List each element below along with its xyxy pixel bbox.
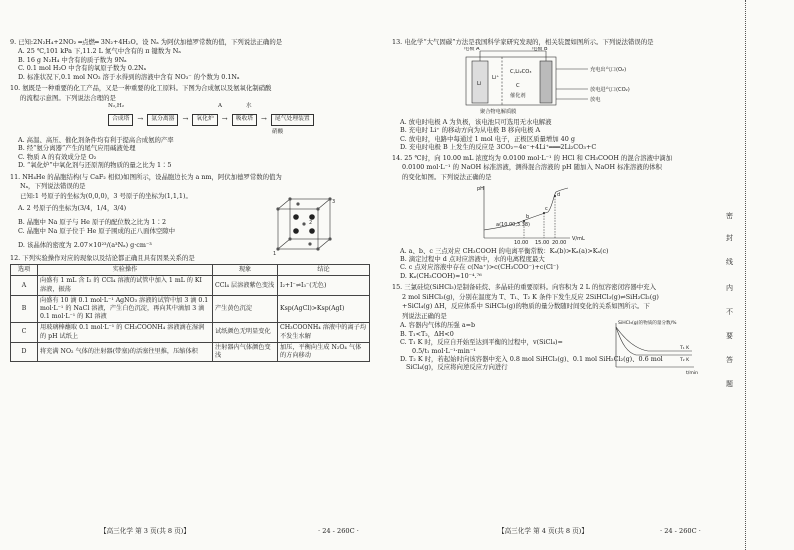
seal-char: 内 bbox=[726, 284, 733, 292]
electrochem-cell-figure bbox=[392, 47, 692, 115]
fig-label-c: C bbox=[516, 83, 520, 90]
table-cell: 试纸颜色无明显变化 bbox=[213, 323, 278, 342]
svg-text:2: 2 bbox=[309, 219, 313, 226]
graph15-ylabel: SiHCl₃(g)的物质的量分数/% bbox=[618, 321, 677, 327]
q11-option-a: A. 2 号原子的坐标为(3/4，1/4，3/4) bbox=[18, 203, 127, 212]
q9-option-c: C. 0.1 mol H₂O 中含有的氧原子数为 0.2Nₐ bbox=[18, 64, 147, 73]
q14-option-d: D. Kₐ(CH₃COOH)≈10⁻⁴.⁷⁶ bbox=[400, 271, 482, 280]
table-header: 现象 bbox=[213, 265, 278, 276]
question-14 bbox=[392, 154, 710, 281]
right-page-footer: 【高三化学 第 4 页(共 8 页)】 bbox=[498, 527, 588, 535]
q15-option-a: A. 容器内气体的压强 a=b bbox=[400, 321, 476, 330]
seal-char: 题 bbox=[726, 380, 733, 388]
q15-option-d-2: SiCl₄(g)，反应将向逆反应方向进行 bbox=[406, 363, 508, 372]
q15-option-b: B. T₁<T₂，ΔH<0 bbox=[400, 329, 454, 338]
q15-stem-3: +SiCl₄(g) ΔH，反应体系中 SiHCl₃(g)的物质的量分数随时间变化的关系如图所示。下 bbox=[402, 302, 650, 311]
sihcl3-fraction-graph bbox=[602, 319, 702, 375]
q11-option-c: C. 晶胞中 Na 原子位于 He 原子围成的正八面体空隙中 bbox=[18, 226, 176, 235]
table-row bbox=[11, 295, 370, 323]
table-cell: I₂+I⁻⇌I₃⁻(无色) bbox=[278, 276, 370, 295]
q13-stem: 13. 电化学“大气固碳”方法是我国科学家研究发现的，相关装置如图所示。下列说法错误的是 bbox=[392, 38, 654, 46]
svg-text:1: 1 bbox=[273, 250, 277, 257]
q14-option-b: B. 滴定过程中 d 点对应溶液中，水的电离程度最大 bbox=[400, 254, 545, 263]
fig-label-r3: 放电 bbox=[590, 97, 601, 104]
seal-char: 要 bbox=[726, 332, 733, 340]
seal-char: 不 bbox=[726, 308, 733, 316]
flow-box-2: 氨分离器 bbox=[147, 114, 178, 126]
seal-dotted-line bbox=[745, 0, 746, 550]
experiment-table bbox=[10, 264, 370, 362]
graph14-point-b: b bbox=[526, 214, 530, 221]
fig-label-a: 电极 A bbox=[464, 47, 480, 53]
titration-curve bbox=[392, 182, 692, 244]
q15-option-c-rate: 0.5/t₁ mol·L⁻¹·min⁻¹ bbox=[412, 346, 476, 355]
q10-option-a: A. 高温、高压、催化剂条件均有利于提高合成氨的产率 bbox=[18, 135, 174, 144]
table-header: 实验操作 bbox=[38, 265, 213, 276]
flow-box-3: 氧化炉 bbox=[192, 114, 217, 126]
q14-option-c: C. c 点对应溶液中存在 c(Na⁺)>c(CH₃COO⁻)+c(Cl⁻) bbox=[400, 263, 559, 272]
table-header: 结论 bbox=[278, 265, 370, 276]
table-row bbox=[11, 276, 370, 295]
graph14-point-c: c bbox=[545, 206, 548, 213]
table-row bbox=[11, 323, 370, 342]
process-flow-diagram: 合成塔 → 氨分离器 → 氧化炉 → 吸收塔 → 尾气处理装置 bbox=[108, 114, 380, 126]
q14-stem-3: 的变化如图。下列说法正确的是 bbox=[402, 172, 492, 181]
q15-option-d-1: D. T₂ K 时，若起始时向该容器中充入 0.8 mol SiHCl₃(g)、0.1 mol SiH₂Cl₂(g)、0.6 mol bbox=[400, 354, 663, 363]
table-cell: 向盛有 1 mL 含 I₂ 的 CCl₄ 溶液的试管中加入 1 mL 的 KI 溶液，振荡 bbox=[38, 276, 213, 295]
q14-stem-2: 0.0100 mol·L⁻¹ 的 NaOH 标准溶液，测得混合溶液的 pH 随加入 NaOH 标准溶液的体积 bbox=[402, 163, 662, 172]
right-page-code: · 24 - 260C · bbox=[660, 527, 701, 535]
q11-option-d: D. 该晶体的密度为 2.07×10²³/(a³Nₐ) g·cm⁻³ bbox=[18, 241, 152, 250]
q14-stem-1: 14. 25 ℃时，向 10.00 mL 浓度均为 0.0100 mol·L⁻¹ 的 HCl 和 CH₃COOH 的混合溶液中滴加 bbox=[392, 153, 673, 162]
question-12 bbox=[10, 254, 380, 362]
flow-label-in: N₂,H₂ bbox=[108, 103, 125, 110]
table-cell: 产生黄色沉淀 bbox=[213, 295, 278, 323]
q11-option-b: B. 晶胞中 Na 原子与 He 原子的配位数之比为 1∶2 bbox=[18, 218, 167, 227]
graph14-tick: 15.00 bbox=[535, 240, 550, 245]
q9-option-d: D. 标准状况下,0.1 mol NO₂ 溶于水得到的溶液中含有 NO₃⁻ 的个数为 0.1Nₐ bbox=[18, 72, 240, 81]
flow-box-4: 吸收塔 bbox=[232, 114, 257, 126]
fig-label-cat: 催化剂 bbox=[510, 93, 526, 100]
fig-label-c2: C,Li₂CO₃ bbox=[510, 69, 532, 76]
table-cell: 将充满 NO₂ 气体的注射器(带塞)的活塞往里推，压缩体积 bbox=[38, 342, 213, 361]
flow-label-b: 水 bbox=[246, 103, 252, 110]
flow-label-out: 硝酸 bbox=[272, 128, 284, 135]
graph14-point-d: d bbox=[557, 192, 561, 199]
question-11 bbox=[10, 172, 380, 257]
q13-option-b: B. 充电时 Li⁺ 的移动方向为从电极 B 移向电极 A bbox=[400, 126, 541, 135]
q10-option-b: B. 经“氨分离器”产生的尾气应用碱液处理 bbox=[18, 144, 136, 153]
graph14-tick: 20.00 bbox=[552, 240, 567, 245]
q11-stem-3: 已知:1 号原子的坐标为(0,0,0)，3 号原子的坐标为(1,1,1)。 bbox=[20, 191, 192, 200]
q15-stem-2: 2 mol SiHCl₃(g)，分别在温度为 T、T₁、T₂ K 条件下发生反应 2SiHCl₃(g)⇌SiH₂Cl₂(g) bbox=[402, 292, 659, 301]
left-page-code: · 24 - 260C · bbox=[318, 527, 359, 535]
q10-option-c: C. 物质 A 的有效成分是 O₂ bbox=[18, 152, 97, 161]
graph15-t2: T₂ K bbox=[680, 358, 690, 364]
table-cell: A bbox=[11, 276, 38, 295]
table-cell: B bbox=[11, 295, 38, 323]
q9-stem: 9. 已知:2N₂H₄+2NO₂ ═点燃═ 3N₂+4H₂O。设 Nₐ 为阿伏加德罗常数的值，下列说法正确的是 bbox=[10, 38, 283, 46]
fig-label-r2: 放电进气口(CO₂) bbox=[590, 87, 630, 94]
q15-stem-1: 15. 三氯硅烷(SiHCl₃)是制备硅烷、多晶硅的重要原料。向容积为 2 L 的恒容密闭容器中充入 bbox=[392, 283, 656, 292]
graph14-point-a: a(10.00,3.38) bbox=[496, 222, 531, 229]
fig-label-r1: 充电出气口(O₂) bbox=[590, 67, 627, 74]
q13-option-a: A. 放电时电极 A 为负极，该电池只可选用无水电解液 bbox=[400, 117, 552, 126]
table-cell: 用玻璃棒蘸取 0.1 mol·L⁻¹ 的 CH₃COONH₄ 溶液滴在湿润的 pH 试纸上 bbox=[38, 323, 213, 342]
q13-option-d: D. 充电时电极 B 上发生的反应是 3CO₂−4e⁻+4Li⁺═══2Li₂CO₃+C bbox=[400, 143, 597, 152]
fig-label-film: 聚合物电解质膜 bbox=[480, 109, 517, 116]
graph14-xlabel: V/mL bbox=[572, 236, 585, 243]
table-cell: 向盛有 10 滴 0.1 mol·L⁻¹ AgNO₃ 溶液的试管中加 3 滴 0.1 mol·L⁻¹ 的 NaCl 溶液，产生白色沉淀，再向其中滴加 3 滴 0.1 mol·L⁻¹ 的 KI 溶液 bbox=[38, 295, 213, 323]
left-page bbox=[10, 38, 380, 362]
table-cell: C bbox=[11, 323, 38, 342]
table-cell: CCl₄ 层溶液紫色变浅 bbox=[213, 276, 278, 295]
q14-option-a: A. a、b、c 三点对应 CH₃COOH 的电离平衡常数：Kₐ(b)>Kₐ(a)>Kₐ(c) bbox=[400, 246, 609, 255]
question-9 bbox=[10, 38, 380, 81]
seal-char: 线 bbox=[726, 258, 733, 266]
flow-box-1: 合成塔 bbox=[108, 114, 133, 126]
graph15-xlabel: t/min bbox=[686, 371, 699, 376]
fig-label-b: 电极 B bbox=[532, 47, 548, 53]
seal-char: 密 bbox=[726, 212, 733, 220]
table-header-row bbox=[11, 265, 370, 276]
table-cell: Ksp(AgCl)>Ksp(AgI) bbox=[278, 295, 370, 323]
table-row bbox=[11, 342, 370, 361]
graph14-tick: 10.00 bbox=[514, 240, 529, 245]
q9-option-a: A. 25 ℃,101 kPa 下,11.2 L 氮气中含有的 π 键数为 Nₐ bbox=[18, 47, 181, 56]
flow-label-a: A bbox=[218, 103, 223, 110]
flow-box-5: 尾气处理装置 bbox=[271, 114, 314, 126]
graph15-t1: T₁ K bbox=[680, 346, 690, 352]
left-page-footer: 【高三化学 第 3 页(共 8 页)】 bbox=[100, 527, 190, 535]
crystal-cell-figure bbox=[272, 195, 340, 257]
q10-stem-2: 的流程示意图。下列说法合理的是 bbox=[20, 93, 116, 102]
q11-stem-1: 11. NH₄He 的晶胞结构(与 CaF₂ 相似)如图所示，设晶胞边长为 a nm，阿伏加德罗常数的值为 bbox=[10, 172, 282, 181]
q10-option-d: D. “氧化炉”中氧化剂与还原剂的物质的量之比为 1∶5 bbox=[18, 161, 172, 170]
q11-stem-2: Nₐ，下列说法错误的是 bbox=[20, 182, 86, 191]
q12-stem: 12. 下列实验操作对应的现象以及结论都正确且具有因果关系的是 bbox=[10, 253, 195, 262]
q15-stem-4: 列说法正确的是 bbox=[402, 311, 447, 320]
seal-char: 封 bbox=[726, 234, 733, 242]
seal-line-sidebar bbox=[714, 0, 746, 550]
q15-option-c: C. T₁ K 时，反应自开始至达到平衡的过程中，v(SiCl₄)= bbox=[400, 338, 563, 347]
graph14-ylabel: pH bbox=[477, 186, 484, 193]
right-page bbox=[392, 38, 710, 376]
fig-label-li: Li bbox=[477, 81, 482, 88]
table-cell: 注射器内气体颜色变浅 bbox=[213, 342, 278, 361]
svg-text:3: 3 bbox=[332, 198, 336, 205]
table-cell: D bbox=[11, 342, 38, 361]
question-15 bbox=[392, 283, 710, 376]
fig-label-li-ion: Li⁺ bbox=[492, 75, 500, 82]
question-10 bbox=[10, 84, 380, 169]
table-header: 选项 bbox=[11, 265, 38, 276]
q13-option-c: C. 放电时，电路中每通过 1 mol 电子，正极区质量增加 40 g bbox=[400, 134, 575, 143]
table-cell: CH₃COONH₄ 溶液中的离子均不发生水解 bbox=[278, 323, 370, 342]
q10-stem-1: 10. 氨既是一种重要的化工产品，又是一种重要的化工原料。下图为合成氨以及氨氧化制硝酸 bbox=[10, 84, 272, 93]
question-13 bbox=[392, 38, 710, 152]
table-cell: 加压，平衡向生成 N₂O₄ 气体的方向移动 bbox=[278, 342, 370, 361]
q9-option-b: B. 16 g N₂H₄ 中含有的质子数为 9Nₐ bbox=[18, 55, 127, 64]
seal-char: 答 bbox=[726, 356, 733, 364]
